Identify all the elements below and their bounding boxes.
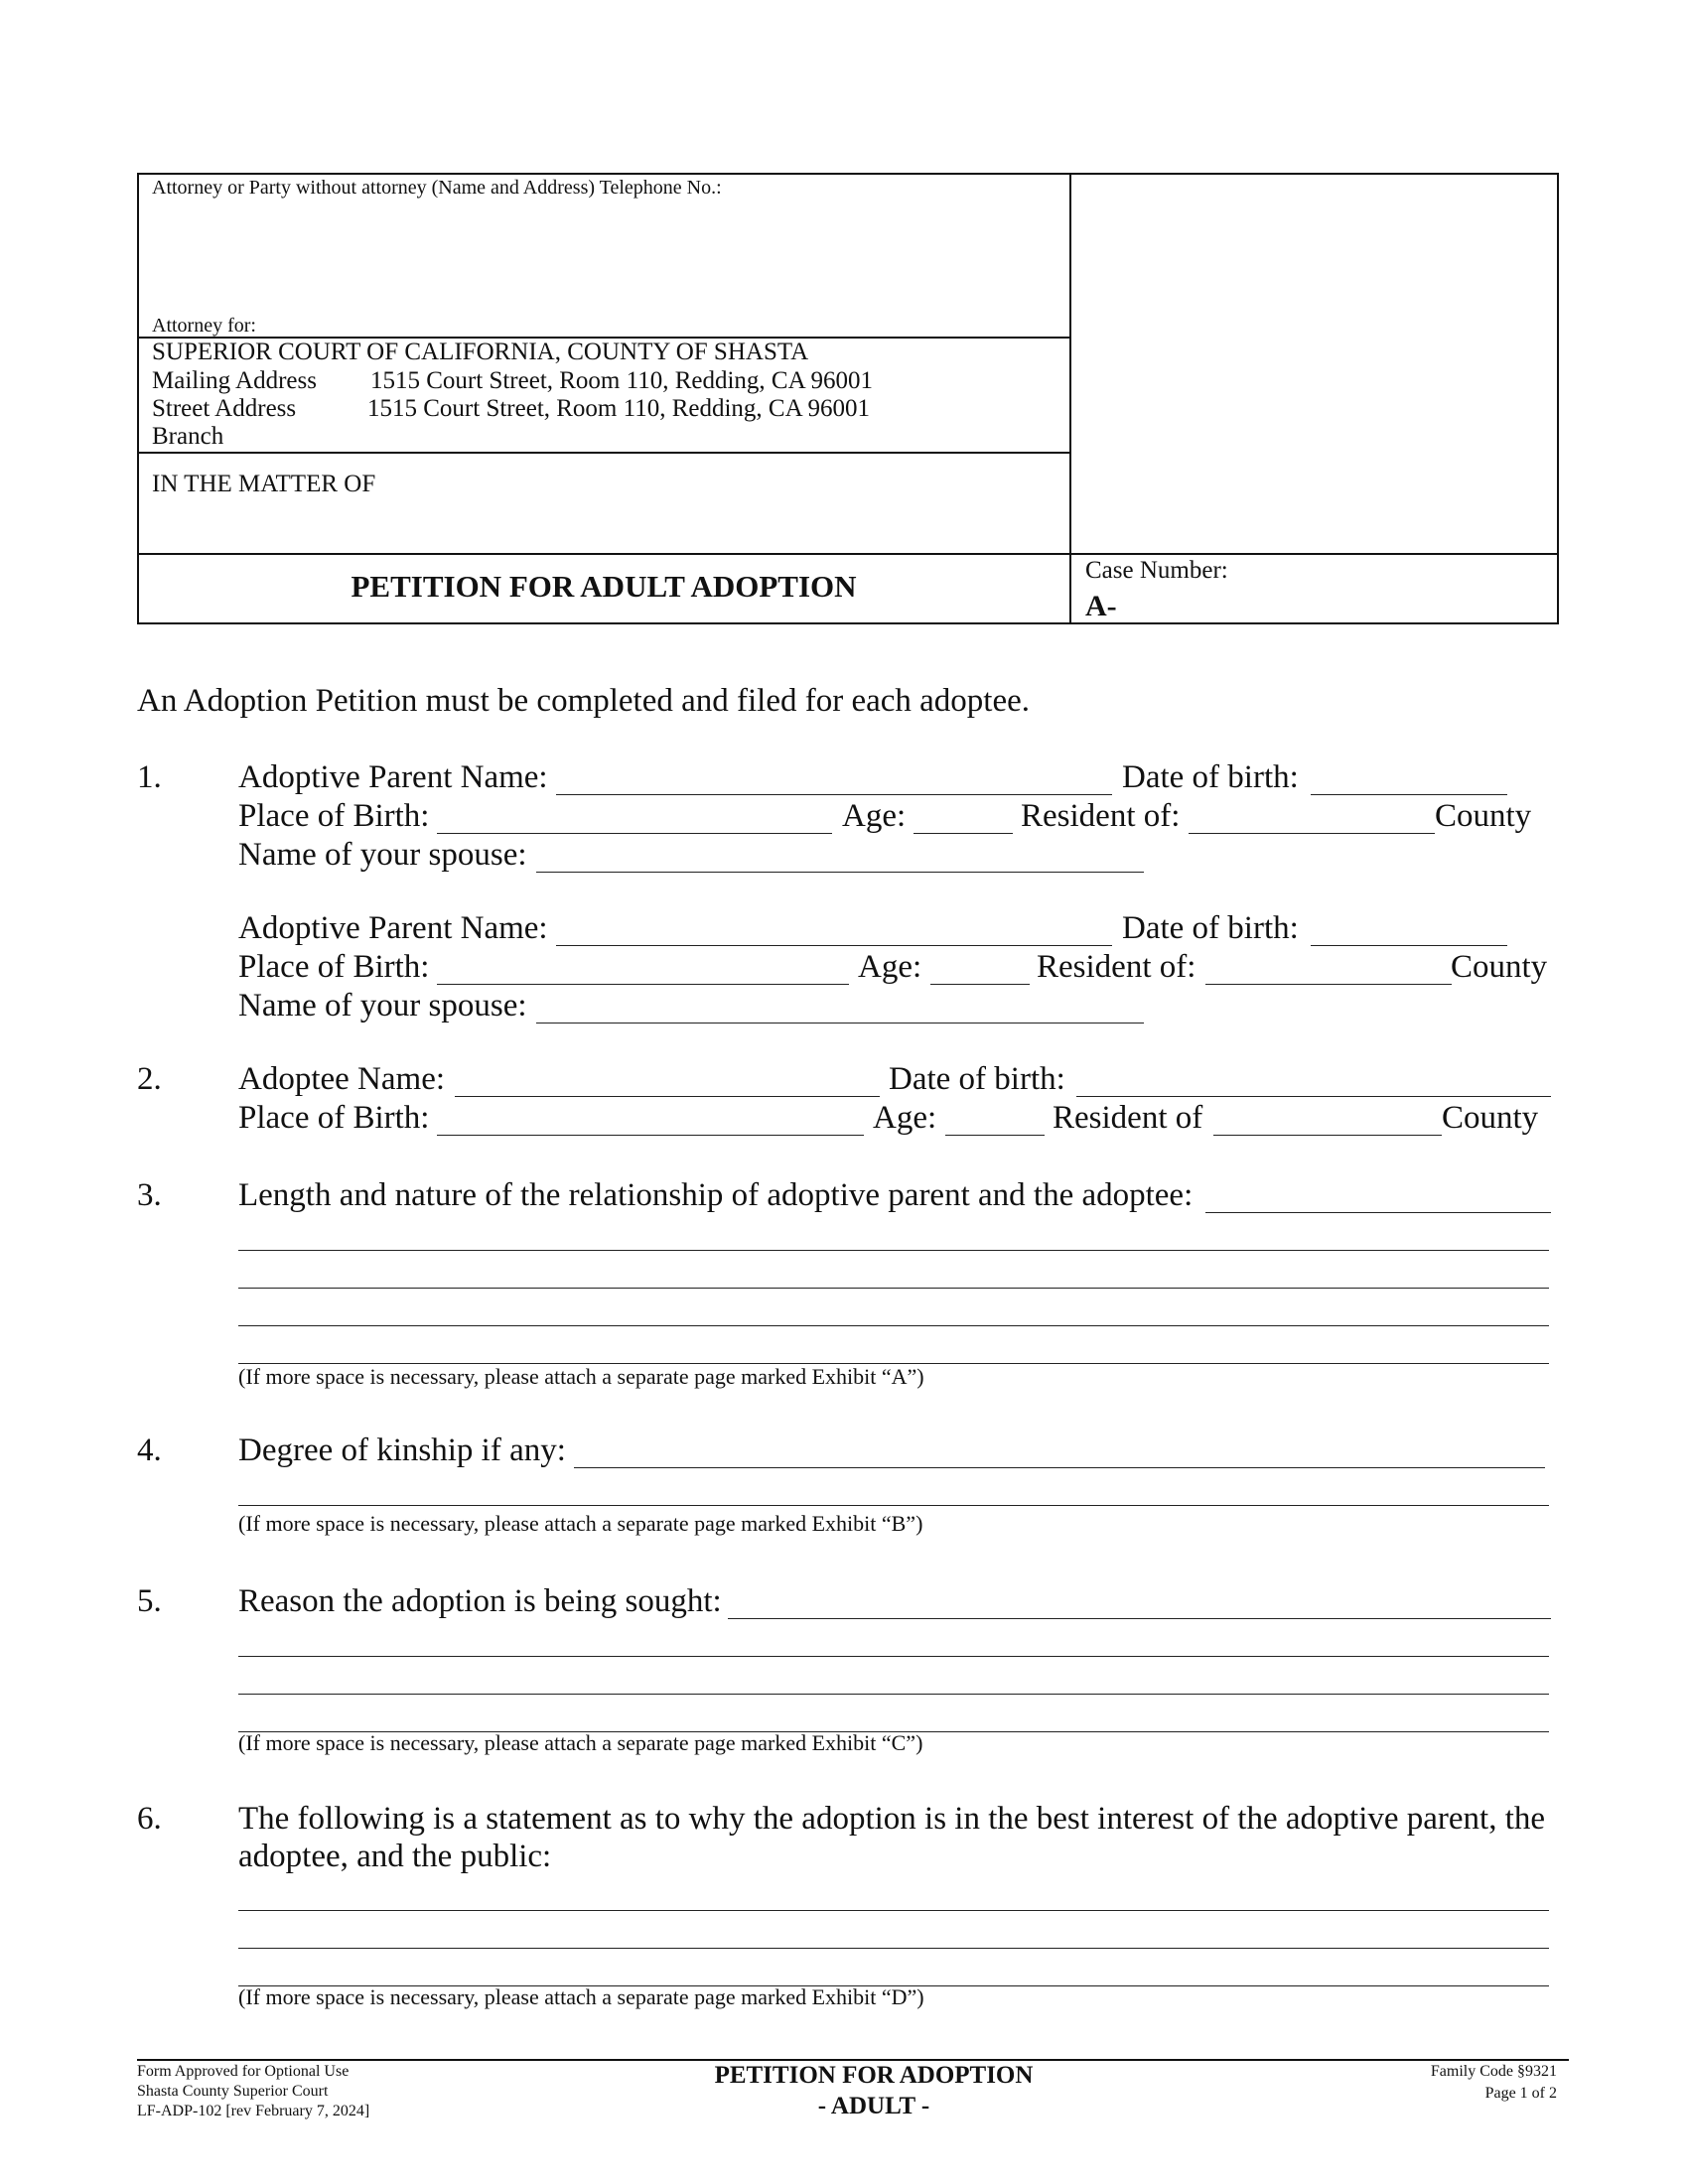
best-interest-line[interactable]	[238, 1910, 1549, 1911]
parent1-age-field[interactable]	[914, 833, 1013, 834]
parent1-county-label: County	[1435, 798, 1532, 834]
parent2-county-label: County	[1451, 949, 1548, 985]
intro-text: An Adoption Petition must be completed and filed for each adoptee.	[137, 683, 1031, 719]
item-6-number: 6.	[137, 1801, 162, 1837]
best-interest-statement-line1: The following is a statement as to why the adoption is in the best interest of the adoptive parent, the	[238, 1801, 1546, 1837]
adoptee-name-field[interactable]	[455, 1096, 880, 1097]
mailing-address-value: 1515 Court Street, Room 110, Redding, CA 96001	[370, 367, 874, 394]
street-address-value: 1515 Court Street, Room 110, Redding, CA 96001	[367, 395, 871, 422]
relationship-line[interactable]	[238, 1250, 1549, 1251]
parent2-resident-field[interactable]	[1205, 984, 1452, 985]
title-divider	[137, 553, 1559, 555]
adoptee-pob-field[interactable]	[437, 1135, 864, 1136]
parent1-name-field[interactable]	[556, 794, 1112, 795]
parent2-age-label: Age:	[858, 949, 922, 985]
kinship-field-first[interactable]	[574, 1467, 1545, 1468]
item-5-number: 5.	[137, 1583, 162, 1619]
parent1-pob-label: Place of Birth:	[238, 798, 430, 834]
reason-line[interactable]	[238, 1656, 1549, 1657]
footer-court: Shasta County Superior Court	[137, 2083, 329, 2100]
parent2-pob-label: Place of Birth:	[238, 949, 430, 985]
item-4-number: 4.	[137, 1433, 162, 1468]
parent2-pob-field[interactable]	[437, 984, 849, 985]
relationship-line[interactable]	[238, 1288, 1549, 1289]
footer-rule	[137, 2059, 1569, 2061]
footer-family-code: Family Code §9321	[1430, 2063, 1557, 2080]
best-interest-line[interactable]	[238, 1948, 1549, 1949]
branch-label: Branch	[152, 423, 224, 450]
form-title: PETITION FOR ADULT ADOPTION	[351, 569, 857, 604]
street-address-label: Street Address	[152, 395, 297, 422]
reason-question: Reason the adoption is being sought:	[238, 1583, 722, 1619]
caption-divider	[1069, 173, 1071, 624]
parent1-age-label: Age:	[842, 798, 907, 834]
exhibit-a-note: (If more space is necessary, please attach a separate page marked Exhibit “A”)	[238, 1364, 924, 1389]
parent1-name-label: Adoptive Parent Name:	[238, 759, 548, 795]
adoptee-county-label: County	[1442, 1100, 1539, 1136]
parent1-resident-field[interactable]	[1189, 833, 1435, 834]
exhibit-b-note: (If more space is necessary, please attach a separate page marked Exhibit “B”)	[238, 1511, 923, 1536]
footer-form-id: LF-ADP-102 [rev February 7, 2024]	[137, 2103, 370, 2119]
parent1-dob-field[interactable]	[1311, 794, 1507, 795]
parent2-dob-label: Date of birth:	[1122, 910, 1299, 946]
parent1-dob-label: Date of birth:	[1122, 759, 1299, 795]
attorney-label: Attorney or Party without attorney (Name and Address) Telephone No.:	[152, 177, 722, 199]
adoptee-age-field[interactable]	[945, 1135, 1045, 1136]
footer-form-approved: Form Approved for Optional Use	[137, 2063, 350, 2080]
footer-subtitle: - ADULT -	[817, 2093, 930, 2119]
case-number-value: A-	[1085, 590, 1117, 622]
parent2-spouse-field[interactable]	[536, 1023, 1144, 1024]
parent1-pob-field[interactable]	[437, 833, 832, 834]
exhibit-d-note: (If more space is necessary, please attach a separate page marked Exhibit “D”)	[238, 1984, 924, 2009]
relationship-line[interactable]	[238, 1325, 1549, 1326]
case-number-label: Case Number:	[1085, 557, 1228, 584]
item-2-number: 2.	[137, 1061, 162, 1097]
item-3-number: 3.	[137, 1177, 162, 1213]
parent2-spouse-label: Name of your spouse:	[238, 988, 527, 1024]
mailing-address-label: Mailing Address	[152, 367, 317, 394]
parent2-resident-label: Resident of:	[1037, 949, 1196, 985]
adoptee-dob-field[interactable]	[1076, 1096, 1551, 1097]
relationship-field-first[interactable]	[1205, 1212, 1551, 1213]
reason-line[interactable]	[238, 1694, 1549, 1695]
adoptee-resident-field[interactable]	[1213, 1135, 1442, 1136]
in-the-matter-label: IN THE MATTER OF	[152, 471, 376, 497]
adoptee-dob-label: Date of birth:	[889, 1061, 1065, 1097]
exhibit-c-note: (If more space is necessary, please attach a separate page marked Exhibit “C”)	[238, 1730, 923, 1755]
kinship-question: Degree of kinship if any:	[238, 1433, 566, 1468]
parent2-dob-field[interactable]	[1311, 945, 1507, 946]
best-interest-statement-line2: adoptee, and the public:	[238, 1839, 552, 1874]
adoptee-name-label: Adoptee Name:	[238, 1061, 446, 1097]
parent2-name-label: Adoptive Parent Name:	[238, 910, 548, 946]
parent1-resident-label: Resident of:	[1021, 798, 1181, 834]
parent1-spouse-label: Name of your spouse:	[238, 837, 527, 873]
parent2-age-field[interactable]	[930, 984, 1030, 985]
adoptee-age-label: Age:	[873, 1100, 937, 1136]
parent2-name-field[interactable]	[556, 945, 1112, 946]
attorney-for-label: Attorney for:	[152, 315, 256, 337]
adoptee-resident-label: Resident of	[1053, 1100, 1203, 1136]
court-name: SUPERIOR COURT OF CALIFORNIA, COUNTY OF SHASTA	[152, 339, 809, 365]
court-divider	[137, 452, 1070, 454]
footer-page-number: Page 1 of 2	[1484, 2085, 1557, 2102]
parent1-spouse-field[interactable]	[536, 872, 1144, 873]
adoptee-pob-label: Place of Birth:	[238, 1100, 430, 1136]
kinship-line[interactable]	[238, 1505, 1549, 1506]
reason-field-first[interactable]	[728, 1618, 1551, 1619]
item-1-number: 1.	[137, 759, 162, 795]
footer-title: PETITION FOR ADOPTION	[714, 2062, 1034, 2089]
relationship-question: Length and nature of the relationship of adoptive parent and the adoptee:	[238, 1177, 1194, 1213]
